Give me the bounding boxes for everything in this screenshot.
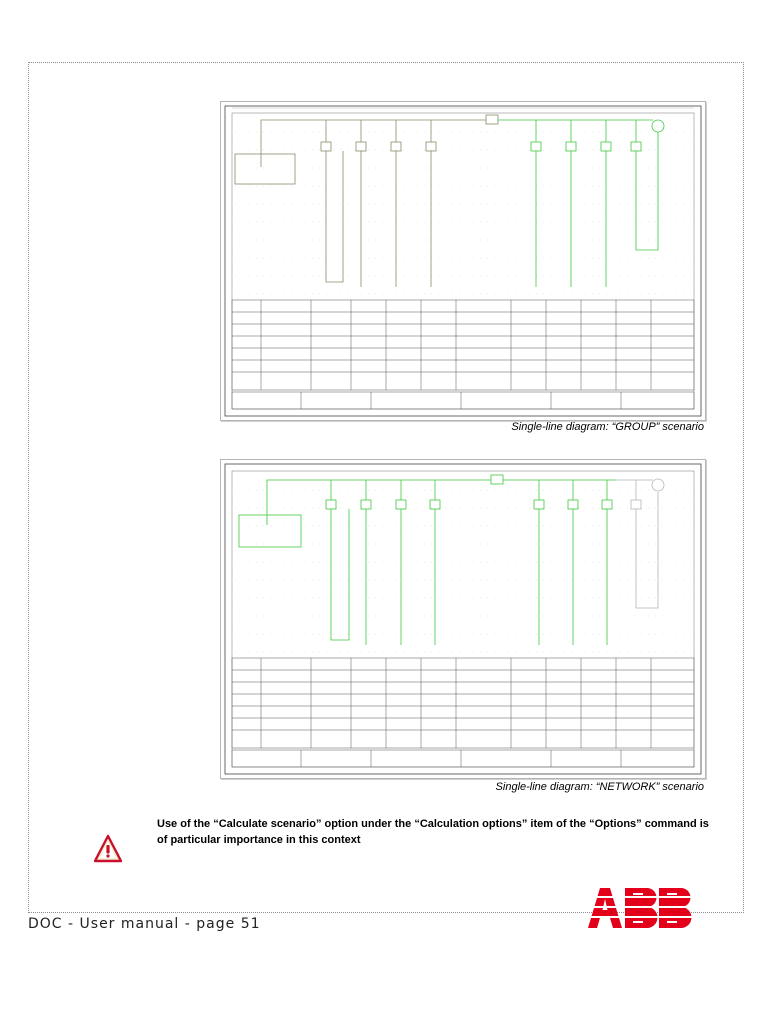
diagram-network-scenario bbox=[220, 459, 706, 779]
group-caption: Single-line diagram: “GROUP” scenario bbox=[511, 421, 704, 433]
network-scenario-drawing bbox=[221, 460, 705, 778]
importance-note: Use of the “Calculate scenario” option under the “Calculation options” item of the “Options” command is of particular importance in this context bbox=[157, 818, 709, 846]
group-scenario-drawing bbox=[221, 102, 705, 420]
page-footer-label: DOC - User manual - page 51 bbox=[28, 916, 261, 932]
diagram-group-scenario bbox=[220, 101, 706, 421]
network-caption: Single-line diagram: “NETWORK” scenario bbox=[495, 781, 704, 793]
warning-triangle-icon bbox=[93, 834, 123, 864]
abb-logo bbox=[586, 886, 698, 930]
